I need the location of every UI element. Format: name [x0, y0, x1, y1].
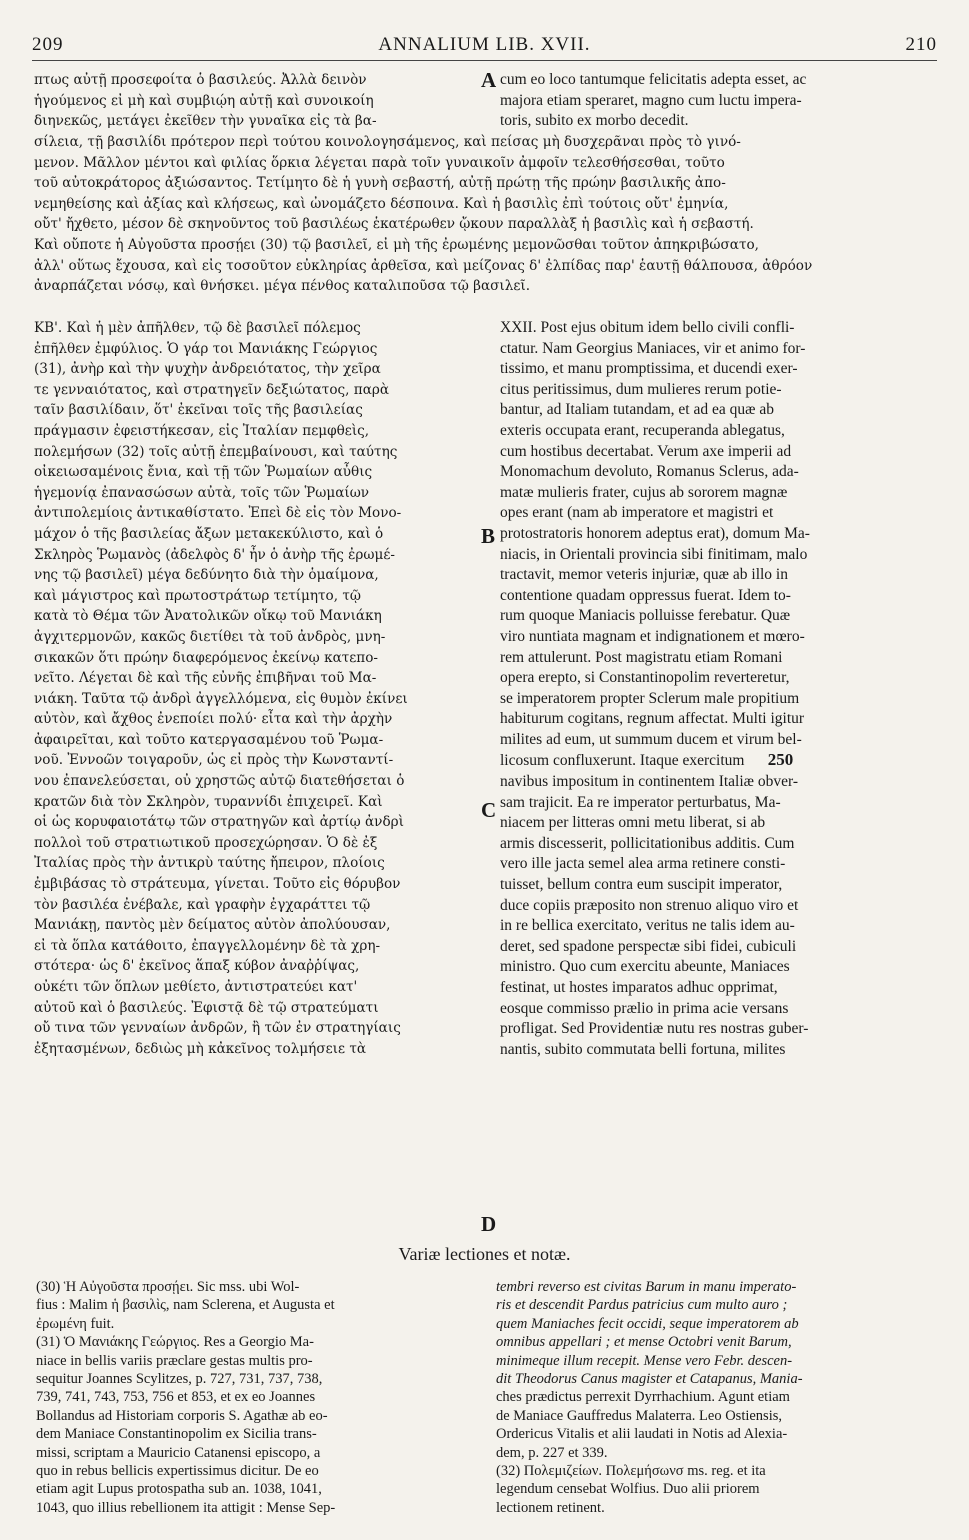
- latin-line: sam trajicit. Ea re imperator perturbatus, Ma-: [500, 793, 781, 811]
- latin-line: armis discesserit, pollicitationibus additis. Cum: [500, 834, 795, 852]
- greek-line: πτως αὐτῇ προσεφοίτα ὁ βασιλεύς. Ἀλλὰ δεινὸν: [34, 72, 367, 88]
- note-line: ἐρωμένη fuit.: [36, 1315, 115, 1332]
- note-line: 1043, quo illius rebellionem ita attigit : Mense Sep-: [36, 1499, 336, 1516]
- latin-line: eosque commisso prælio in prima acie versans: [500, 999, 789, 1017]
- latin-line: bantur, ad Italiam tutandam, et ad ea quæ ab: [500, 401, 774, 419]
- margin-letter-d: D: [481, 1212, 497, 1236]
- greek-line: νοῦ. Ἐννοῶν τοιγαροῦν, ὡς εἰ πρὸς τὴν Κωνσταντί-: [34, 752, 394, 769]
- greek-line: κρατῶν διὰ τὸν Σκληρὸν, τυραννίδι ἐπιχειρεῖ. Καὶ: [34, 793, 383, 810]
- greek-line: Μανιάκῃ, παντὸς μὲν δείματος αὐτὸν ἀπολύουσαν,: [34, 917, 391, 934]
- note-line: (32) Πολεμιζείων. Πολεμήσωνσ ms. reg. et ita: [496, 1463, 766, 1480]
- greek-line: αὐτὸν, καὶ ἄχθος ἐνεποίει πολύ· εἶτα καὶ τὴν ἀρχὴν: [34, 711, 393, 728]
- greek-line: οὐκέτι τῶν ὅπλων μεθίετο, ἀντιστρατεύει κατ': [34, 979, 358, 995]
- latin-line: tractavit, memor veteris injuriæ, quæ ab illo in: [500, 566, 788, 584]
- greek-line: ἀναρπάζεται νόσῳ, καὶ θνήσκει. μέγα πένθος καταλιποῦσα τῷ βασιλεῖ.: [34, 278, 531, 295]
- note-line: dem Maniace Constantinopolim ex Sicilia trans-: [36, 1426, 317, 1443]
- latin-line: ctatur. Nam Georgius Maniaces, vir et animo for-: [500, 339, 806, 357]
- latin-line: opera erepto, si Constantinopolim reverteretur,: [500, 669, 790, 687]
- note-line: legendum censebat Wolfius. Duo alii priorem: [496, 1481, 760, 1498]
- marginal-number: 250: [767, 750, 794, 770]
- latin-line: exteris occupata erant, recuperanda ablegatus,: [500, 421, 785, 439]
- greek-line: ἐξητασμένων, δεδιὼς μὴ κἀκεῖνος τολμήσειε τὰ: [34, 1040, 367, 1057]
- note-line: fius : Malim ἡ βασιλὶς, nam Sclerena, et Augusta et: [36, 1297, 335, 1314]
- latin-line: cum hostibus decertabat. Verum axe imperii ad: [500, 442, 792, 460]
- note-line: quo in rebus bellicis expertissimus dicitur. De eo: [36, 1463, 319, 1480]
- greek-line: κατὰ τὸ Θέμα τῶν Ἀνατολικῶν οἴκῳ τοῦ Μανιάκη: [34, 608, 382, 625]
- latin-line: ministro. Quo cum exercitu abeunte, Maniaces: [500, 958, 790, 976]
- greek-line: ἐπῆλθεν ἐμφύλιος. Ὁ γάρ τοι Μανιάκης Γεώργιος: [34, 340, 378, 357]
- latin-line: majora etiam speraret, magno cum luctu impera-: [500, 91, 802, 109]
- greek-line: σίλεια, τῇ βασιλίδι πρότερον περὶ τούτου κοινολογησάμενος, καὶ πείσας μὴ δυσχερᾶναι πρὸς τὸ γινό-: [34, 134, 741, 150]
- greek-line: πράγμασιν ἐφειστήκεσαν, εἰς Ἰταλίαν πεμφθεὶς,: [34, 422, 370, 439]
- greek-line: τὸν βασιλέα ἐνέβαλε, καὶ γραφὴν ἐγχαράττει τῷ: [34, 896, 371, 913]
- note-line: (31) Ὁ Μανιάκης Γεώργιος. Res a Georgio Ma-: [36, 1334, 314, 1351]
- latin-line: Monomachum devoluto, Romanus Sclerus, ada-: [500, 463, 799, 481]
- note-line: Bollandus ad Historiam corporis S. Agathæ ab eo-: [36, 1407, 328, 1424]
- greek-line: ἀντιπολεμίοις ἀντικαθίστατο. Ἐπεὶ δὲ εἰς τὸν Μονο-: [34, 505, 402, 522]
- greek-line: διηνεκῶς, μετάγει ἐκεῖθεν τὴν γυναῖκα εἰς τὰ βα-: [34, 113, 377, 130]
- greek-line: τοῦ αὐτοκράτορος ἀξιώσαντος. Τετίμητο δὲ ἡ γυνὴ σεβαστή, αὐτῇ πρώτῃ τῆς πρώην βασιλικῆς ἀπο-: [34, 175, 726, 192]
- latin-line: deret, sed spadone perspectæ sibi fidei, cubiculi: [500, 937, 797, 955]
- margin-letter-a: A: [481, 68, 497, 92]
- latin-line: toris, subito ex morbo decedit.: [500, 112, 689, 130]
- greek-line: οἰκειωσαμένοις ἔνια, καὶ τῇ τῶν Ῥωμαίων αὖθις: [34, 464, 373, 481]
- margin-letter-b: B: [481, 524, 496, 548]
- latin-line: vero ille jacta semel alea arma retinere consti-: [500, 855, 786, 873]
- latin-line: profligat. Sed Providentiæ nutu res nostras guber-: [500, 1020, 809, 1038]
- greek-text-top: [34, 70, 482, 132]
- latin-line: niacis, in Orientali provincia sibi finitimam, malo: [500, 545, 808, 563]
- greek-line: νου ἐπανελεύσεται, οὐ χρηστῶς αὐτῷ διατεθήσεται ὁ: [34, 773, 405, 790]
- note-line: dem, p. 227 et 339.: [496, 1444, 608, 1461]
- greek-line: Καὶ οὔποτε ἡ Αὐγοῦστα προσῄει (30) τῷ βασιλεῖ, εἰ μὴ τῆς ἐρωμένης μεμονῶσθαι τοῦτον ἀπηκριβώσατο,: [34, 236, 759, 253]
- greek-line: πολλοὶ τοῦ στρατιωτικοῦ προσεχώρησαν. Ὁ δὲ ἐξ: [34, 834, 378, 851]
- greek-line: οὔ τινα τῶν γενναίων ἀνδρῶν, ἢ τῶν ἐν στρατηγίαις: [34, 1020, 401, 1037]
- greek-line: ἡγεμονίᾳ ἐπανασώσων αὐτὰ, τοῖς τῶν Ῥωμαίων: [34, 484, 370, 501]
- greek-line: ἀγχιτερμονῶν, κακῶς διετίθει τὰ τοῦ ἀνδρὸς, μνη-: [34, 628, 386, 645]
- note-line: tembri reverso est civitas Barum in manu imperato-: [496, 1279, 797, 1295]
- notes-column-left: [36, 1278, 476, 1517]
- greek-line: τε γενναιότατος, καὶ στρατηγεῖν δεξιώτατος, παρὰ: [34, 381, 390, 398]
- note-line: minimeque illum recepit. Mense vero Febr. descen-: [496, 1352, 793, 1369]
- greek-line: ἐμβιβάσας τὸ στράτευμα, γίνεται. Τοῦτο εἰς θόρυβον: [34, 876, 401, 893]
- latin-line-text: licosum confluxerunt. Itaque exercitum: [500, 752, 745, 770]
- latin-line: milites ad eum, ut summum ducem et virum bel-: [500, 730, 802, 748]
- greek-line: (31), ἀνὴρ καὶ τὴν ψυχὴν ἀνδρειότατος, τὴν χεῖρα: [34, 361, 381, 378]
- note-line: Ordericus Vitalis et alii laudati in Notis ad Alexia-: [496, 1426, 788, 1443]
- latin-line: contentione quadam oppressus fuerat. Idem to-: [500, 586, 791, 604]
- greek-line: στότερα· ὡς δ' ἐκεῖνος ἅπαξ κύβον ἀναῤῥίψας,: [34, 958, 360, 975]
- latin-line: tuisset, bellum contra eum suscipit imperator,: [500, 876, 783, 894]
- greek-line: σικακῶν ὅτι πρώην διαφερόμενος ἐκείνῳ κατεπο-: [34, 649, 379, 666]
- notes-column-right: [496, 1278, 936, 1517]
- note-line: quem Maniaches fecit occidi, seque imperatorem ab: [496, 1315, 799, 1332]
- note-line: de Maniace Gauffredus Malaterra. Leo Ostiensis,: [496, 1407, 782, 1424]
- latin-line: navibus impositum in continentem Italiæ obver-: [500, 773, 799, 791]
- latin-line: niacem per litteras omni metu liberat, si ab: [500, 814, 766, 832]
- running-title: ANNALIUM LIB. XVII.: [378, 34, 591, 55]
- greek-line: οὔτ' ἤχθετο, μέσον δὲ σκηνοῦντος τοῦ βασιλέως ἑκατέρωθεν ᾤκουν παραλλὰξ ἡ βασιλὶς καὶ ἡ σεβαστή.: [34, 216, 754, 233]
- latin-line: tissimo, et manu promptissima, et ducendi exer-: [500, 360, 798, 378]
- note-line: sequitur Joannes Scylitzes, p. 727, 731, 737, 738,: [36, 1371, 323, 1388]
- greek-line: ἡγούμενος εἰ μὴ καὶ συμβιῴη αὐτῇ καὶ συνοικοίη: [34, 92, 374, 109]
- greek-line: μενον. Μᾶλλον μέντοι καὶ φιλίας ὅρκια λέγεται παρὰ τοῖν γυναικοῖν ἀμφοῖν τελεσθήσεσθαι, τοῦτο: [34, 154, 725, 171]
- note-line: dit Theodorus Canus magister et Catapanus, Mania-: [496, 1371, 803, 1388]
- latin-line: festinat, ut hostes imparatos adhuc opprimat,: [500, 979, 778, 996]
- latin-line: nantis, subito commutata belli fortuna, milites: [500, 1040, 786, 1058]
- latin-text-top: [500, 70, 935, 132]
- note-line: niace in bellis variis præclare gestas multis pro-: [36, 1352, 313, 1369]
- greek-line: εἰ τὰ ὅπλα κατάθοιτο, ἐπαγγελλομένην δὲ τὰ χρη-: [34, 937, 381, 954]
- latin-line: viro nuntiata magnam et indignationem et mœro-: [500, 627, 805, 645]
- latin-line: opes erant (nam ab imperatore et magistri et: [500, 504, 774, 522]
- running-head: [32, 30, 937, 61]
- greek-line: οἱ ὡς κορυφαιοτάτῳ τῶν στρατηγῶν καὶ ἀρτίῳ ἀνδρὶ: [34, 814, 404, 831]
- greek-line: Σκληρὸς Ῥωμανὸς (ἀδελφὸς δ' ἦν ὁ ἀνὴρ τῆς ἐρωμέ-: [34, 546, 395, 563]
- greek-line: ἀφαιρεῖται, καὶ τοῦτο κατεργασαμένου τοῦ Ῥωμα-: [34, 731, 384, 748]
- greek-column: [34, 318, 482, 1059]
- latin-line: habiturum cogitans, regnum affectat. Multi igitur: [500, 710, 805, 728]
- greek-line: ταῖν βασιλίδαιν, ὅτ' ἐκεῖναι τοῖς τῆς βασιλείας: [34, 402, 363, 419]
- greek-line: πολεμήσων (32) τοῖς αὐτῇ ἐπεμβαίνουσι, καὶ ταύτης: [34, 443, 398, 460]
- note-line: ches prædictus perrexit Dyrrhachium. Agunt etiam: [496, 1389, 790, 1406]
- margin-letter-c: C: [481, 798, 497, 822]
- note-line: etiam agit Lupus protospatha sub an. 1038, 1041,: [36, 1481, 322, 1498]
- greek-text-full-width: [34, 132, 935, 297]
- note-line: omnibus appellari ; et mense Octobri venit Barum,: [496, 1334, 792, 1351]
- greek-line: νης τῷ βασιλεῖ) μέγα δεδύνητο διὰ τὴν ὁμαίμονα,: [34, 567, 379, 584]
- note-line: ris et descendit Pardus patricius cum multo auro ;: [496, 1297, 788, 1314]
- greek-line: Ἰταλίας πρὸς τὴν ἀντικρὺ ταύτης ἤπειρον, πλοίοις: [34, 855, 385, 872]
- note-line: 739, 741, 743, 753, 756 et 853, et ex eo Joannes: [36, 1389, 316, 1406]
- latin-line: protostratoris honorem adeptus erat), domum Ma-: [500, 524, 810, 542]
- greek-line: νεῖτο. Λέγεται δὲ καὶ τῆς εὐνῆς ἐπιβῆναι τοῦ Μα-: [34, 670, 377, 687]
- latin-line: [500, 750, 935, 772]
- note-line: lectionem retinent.: [496, 1499, 605, 1516]
- greek-line: νεμηθείσης καὶ ἀξίας καὶ κλήσεως, καὶ ὠνομάζετο δέσποινα. Καὶ ἡ βασιλὶς ἐπὶ τούτοις οὔτ' ἐμηνία,: [34, 195, 729, 212]
- greek-line: μάχον ὁ τῆς βασιλείας ἄξων μετακεκύλιστο, καὶ ὁ: [34, 525, 384, 542]
- latin-line: matæ mulieris frater, cujus ab sororem magnæ: [500, 483, 788, 501]
- latin-line: in re bellica exercitato, veritus ne talis idem au-: [500, 917, 795, 935]
- note-line: missi, scriptam a Mauricio Catanensi episcopo, a: [36, 1444, 321, 1461]
- page-number-left: 209: [32, 34, 64, 55]
- latin-line: duce copiis præposito non strenuo aliquo viro et: [500, 896, 799, 914]
- greek-line: αὐτοῦ καὶ ὁ βασιλεύς. Ἐφιστᾷ δὲ τῷ στρατεύματι: [34, 999, 379, 1016]
- notes-heading: Variæ lectiones et notæ.: [398, 1244, 571, 1264]
- greek-line: καὶ μάγιστρος καὶ πρωτοστράτωρ τετίμητο, τῷ: [34, 587, 361, 604]
- latin-line: citus peritissimus, dum mulieres rerum potie-: [500, 380, 782, 398]
- page-number-right: 210: [905, 34, 937, 55]
- greek-line: ΚΒ'. Καὶ ἡ μὲν ἀπῆλθεν, τῷ δὲ βασιλεῖ πόλεμος: [34, 320, 361, 336]
- latin-line: rum quoque Maniacis polluisse ferebatur. Quæ: [500, 607, 791, 625]
- greek-line: ἀλλ' οὕτως ἔχουσα, καὶ εἰς τοσοῦτον εὐκληρίας ἀρθεῖσα, καὶ μείζονας δ' ἐλπίδας παρ' ἑαυτῇ θάλπουσα, ἀθρόον: [34, 257, 813, 274]
- latin-column: [500, 318, 935, 1060]
- note-line: (30) Ἡ Αὐγοῦστα προσῄει. Sic mss. ubi Wol-: [36, 1279, 300, 1295]
- latin-line: cum eo loco tantumque felicitatis adepta esset, ac: [500, 71, 807, 88]
- greek-line: νιάκη. Ταῦτα τῷ ἀνδρὶ ἀγγελλόμενα, εἰς θυμὸν ἐκίνει: [34, 690, 408, 707]
- latin-line: rem attulerunt. Post magistratu etiam Romani: [500, 648, 783, 666]
- latin-line: se imperatorem propter Sclerum male propitium: [500, 689, 800, 707]
- latin-line: XXII. Post ejus obitum idem bello civili confli-: [500, 319, 795, 336]
